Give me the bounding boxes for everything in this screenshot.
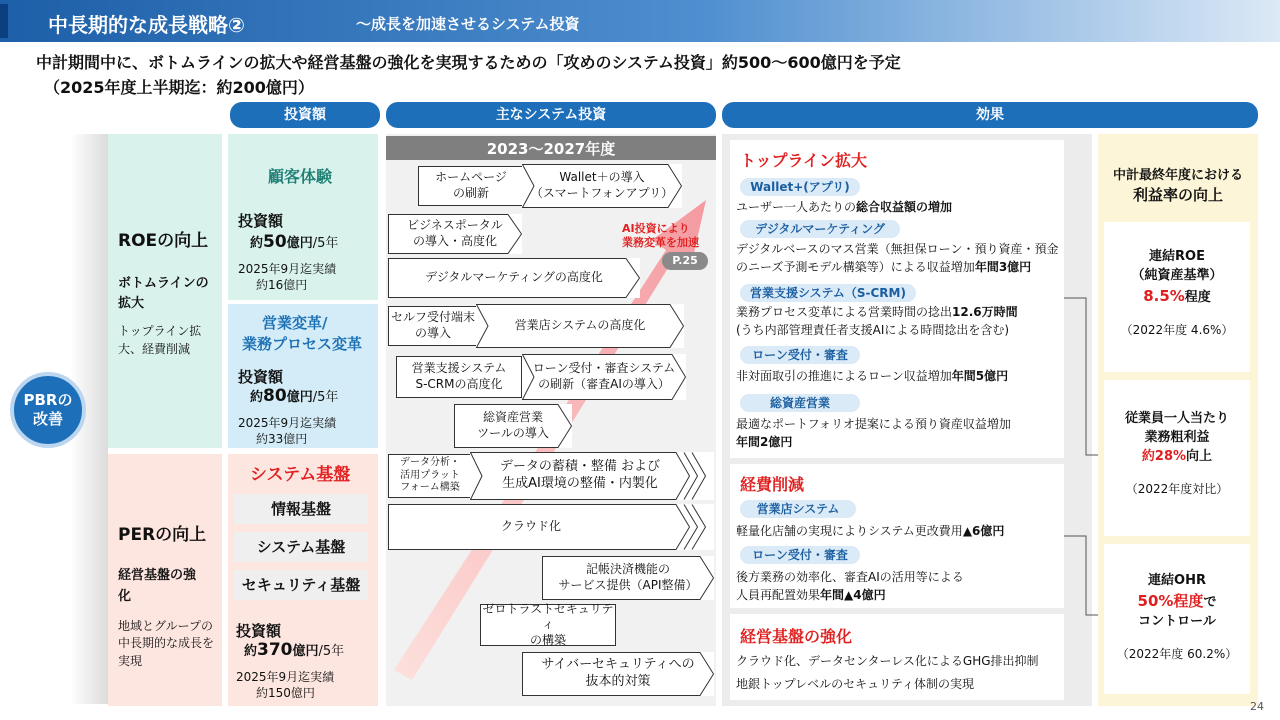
effect-digital-l2b: 年間3億円 bbox=[974, 260, 1032, 274]
sys-digital-l1: デジタルマーケティングの高度化 bbox=[425, 270, 603, 285]
effect-branch-l1a: 軽量化店舗の実現によりシステム更改費用 bbox=[736, 524, 963, 538]
sys-cloud-l1: クラウド化 bbox=[500, 519, 561, 534]
sys-dataplat-l2: 活用プラット bbox=[400, 469, 460, 481]
sys-selfterm-l1: セルフ受付端末 bbox=[390, 310, 475, 325]
header-accent bbox=[0, 4, 8, 38]
effect-wallet-l1a: ユーザー一人あたりの bbox=[736, 200, 857, 214]
metric-ohr-note: （2022年度 60.2%） bbox=[1116, 646, 1238, 661]
sys-payment-l1: 記帳決済機能の bbox=[585, 562, 670, 577]
inv2-per: /5年 bbox=[312, 390, 339, 405]
inv3-value: 370 bbox=[257, 640, 293, 660]
metric-ohr-l1: 連結OHR bbox=[1148, 573, 1206, 588]
ai-note-1: AI投資により bbox=[622, 222, 690, 235]
metric-roe-l2: （純資産基準） bbox=[1131, 267, 1223, 283]
sys-asset-l2: ツールの導入 bbox=[477, 426, 549, 440]
sys-bizportal-l2: の導入・高度化 bbox=[412, 234, 497, 248]
inv3-tag-security: セキュリティ基盤 bbox=[234, 570, 368, 600]
effect-scrm-l1a: 業務プロセス変革による営業時間の捻出 bbox=[736, 305, 953, 319]
effect-digital-l2a: のニーズ予測モデル構築等）による収益増加 bbox=[736, 260, 975, 274]
inv1-actual-2: 約16億円 bbox=[256, 278, 308, 292]
sys-dataplat-l3: フォーム構築 bbox=[400, 482, 460, 494]
metric-ohr-value: 50%程度 bbox=[1137, 591, 1204, 610]
metric-ohr-l3: コントロール bbox=[1138, 613, 1216, 629]
profit-title-1: 中計最終年度における bbox=[1112, 168, 1243, 183]
inv3-amount bbox=[244, 640, 344, 660]
sys-cyber-l2: 抜本的対策 bbox=[585, 674, 651, 689]
inv2-prefix: 約 bbox=[250, 390, 264, 405]
metric-gross-value-line bbox=[1104, 448, 1250, 467]
lead-line-1: 中計期間中に、ボトムラインの拡大や経営基盤の強化を実現するための「攻めのシステム投資」約500～600億円を予定 bbox=[36, 53, 901, 72]
metric-roe-value-line bbox=[1104, 286, 1250, 308]
metric-roe-value: 8.5% bbox=[1143, 286, 1185, 305]
inv3-label: 投資額 bbox=[236, 622, 282, 640]
sys-loan-l2: の刷新（審査AIの導入） bbox=[538, 377, 670, 391]
sys-genai bbox=[470, 452, 714, 500]
effect-label-digital: デジタルマーケティング bbox=[740, 220, 900, 238]
sys-bizportal-l1: ビジネスポータル bbox=[407, 218, 503, 233]
inv2-value: 80 bbox=[263, 386, 287, 406]
effect-label-scrm: 営業支援システム（S-CRM) bbox=[740, 284, 916, 302]
sys-cyber bbox=[522, 652, 714, 696]
effect-branch-line bbox=[736, 522, 1004, 539]
sys-payment bbox=[542, 556, 714, 600]
sys-asset-l1: 総資産営業 bbox=[482, 410, 543, 425]
period-label: 2023～2027年度 bbox=[486, 140, 616, 158]
column-header-effects: 効果 bbox=[722, 102, 1258, 128]
sys-dataplat bbox=[388, 454, 472, 498]
effect-loan2-l1: 後方業務の効率化、審査AIの活用等による bbox=[736, 570, 964, 584]
sys-branch bbox=[476, 304, 684, 348]
sys-loan bbox=[522, 354, 686, 400]
effect-wallet-l1b: 総合収益額の増加 bbox=[856, 200, 953, 214]
inv1-unit: 億円 bbox=[286, 236, 313, 251]
metric-roe-note: （2022年度 4.6%） bbox=[1120, 322, 1234, 337]
effect-digital-line2 bbox=[736, 258, 1031, 275]
inv2-title-2: 業務プロセス変革 bbox=[242, 335, 363, 353]
metric-gross-l2: 業務粗利益 bbox=[1144, 429, 1210, 445]
effect-scrm-l1b: 12.6万時間 bbox=[952, 305, 1018, 319]
effect-asset-l2: 年間2億円 bbox=[736, 435, 793, 449]
effect-label-branch: 営業店システム bbox=[740, 500, 856, 518]
sys-wallet-l1: Wallet＋の導入 bbox=[559, 170, 645, 185]
metric-roe-l1: 連結ROE bbox=[1149, 249, 1205, 264]
page-number: 24 bbox=[1250, 700, 1264, 713]
effect-label-asset: 総資産営業 bbox=[740, 394, 860, 412]
inv3-tag-system: システム基盤 bbox=[234, 532, 368, 562]
inv2-title-1: 営業変革/ bbox=[262, 314, 328, 332]
column-header-systems: 主なシステム投資 bbox=[386, 102, 716, 128]
inv2-amount bbox=[250, 386, 338, 406]
inv3-tag-info: 情報基盤 bbox=[234, 494, 368, 524]
per-sub: 経営基盤の強化 bbox=[118, 568, 197, 604]
effect-scrm-line1 bbox=[736, 303, 1018, 320]
inv2-unit: 億円 bbox=[286, 390, 313, 405]
inv3-title: システム基盤 bbox=[250, 465, 351, 485]
sys-asset bbox=[454, 404, 572, 448]
inv2-label: 投資額 bbox=[238, 368, 284, 386]
sys-selfterm bbox=[388, 306, 478, 346]
inv1-prefix: 約 bbox=[250, 236, 264, 251]
metric-ohr-value-line bbox=[1104, 591, 1250, 613]
effect-loan-l1b: 年間5億円 bbox=[951, 369, 1009, 383]
page-subtitle: ～成長を加速させるシステム投資 bbox=[356, 15, 580, 33]
topline-title: トップライン拡大 bbox=[740, 151, 868, 170]
sys-loan-l1: ローン受付・審査システム bbox=[532, 361, 676, 376]
sys-genai-l2: 生成AI環境の整備・内製化 bbox=[502, 476, 658, 491]
inv1-label: 投資額 bbox=[238, 212, 284, 230]
effect-loan2-line2 bbox=[736, 586, 886, 603]
inv2-actual-2: 約33億円 bbox=[256, 432, 308, 446]
sys-homepage-l1: ホームページ bbox=[435, 170, 507, 185]
effect-wallet-line bbox=[736, 198, 952, 215]
inv2-actual-1: 2025年9月迄実績 bbox=[238, 416, 337, 430]
effect-branch-l1b: ▲6億円 bbox=[962, 524, 1005, 538]
sys-cloud bbox=[388, 504, 714, 550]
sys-genai-l1: データの蓄積・整備 および bbox=[499, 459, 661, 475]
inv1-per: /5年 bbox=[312, 236, 339, 251]
effect-digital-l1: デジタルベースのマス営業（無担保ローン・預り資産・預金 bbox=[736, 242, 1059, 256]
effect-loan2-l2b: 年間▲4億円 bbox=[820, 588, 886, 602]
sys-branch-l1: 営業店システムの高度化 bbox=[514, 318, 646, 333]
sys-wallet bbox=[522, 164, 682, 208]
pbr-circle bbox=[10, 372, 86, 448]
sys-selfterm-l2: の導入 bbox=[414, 326, 451, 340]
sys-homepage bbox=[418, 166, 524, 206]
profit-title-2: 利益率の向上 bbox=[1132, 186, 1223, 204]
sys-scrm-l2: S-CRMの高度化 bbox=[415, 377, 503, 391]
base-title: 経営基盤の強化 bbox=[740, 627, 853, 646]
base-line-2: 地銀トップレベルのセキュリティ体制の実現 bbox=[736, 677, 974, 691]
sys-payment-l2: サービス提供（API整備） bbox=[558, 578, 698, 592]
roe-title: ROEの向上 bbox=[118, 231, 209, 251]
sys-bizportal bbox=[388, 214, 522, 254]
roe-sub: ボトムラインの拡大 bbox=[118, 276, 209, 311]
effect-label-wallet: Wallet+(アプリ) bbox=[740, 178, 860, 196]
metric-gross-l1: 従業員一人当たり bbox=[1124, 411, 1229, 426]
sys-cyber-l1: サイバーセキュリティへの bbox=[541, 657, 695, 673]
lead-line-2: （2025年度上半期迄：約200億円） bbox=[44, 78, 314, 97]
metric-roe-suffix: 程度 bbox=[1184, 289, 1211, 305]
pbr-line-1: PBRの bbox=[23, 391, 73, 410]
cost-title: 経費削減 bbox=[740, 475, 805, 494]
effect-label-loan: ローン受付・審査 bbox=[740, 346, 860, 364]
inv1-actual-1: 2025年9月迄実績 bbox=[238, 262, 337, 276]
sys-zerotrust bbox=[480, 601, 616, 647]
sys-scrm bbox=[396, 356, 522, 398]
effect-loan-line1 bbox=[736, 367, 1008, 384]
sys-dataplat-l1: データ分析・ bbox=[400, 457, 460, 469]
effect-label-loan2: ローン受付・審査 bbox=[740, 546, 860, 564]
inv3-actual-1: 2025年9月迄実績 bbox=[236, 670, 335, 684]
metric-gross-value: 約28% bbox=[1141, 448, 1187, 464]
sys-scrm-l1: 営業支援システム bbox=[411, 361, 507, 376]
effect-loan2-l2a: 人員再配置効果 bbox=[736, 588, 821, 602]
sys-wallet-l2: （スマートフォンアプリ） bbox=[530, 186, 674, 200]
inv1-value: 50 bbox=[263, 232, 287, 252]
inv3-unit: 億円 bbox=[292, 644, 319, 659]
inv3-actual-2: 約150億円 bbox=[256, 686, 315, 700]
sys-zerotrust-l1: ゼロトラストセキュリティ bbox=[482, 601, 614, 632]
roe-desc: トップライン拡大、経費削減 bbox=[118, 324, 202, 356]
pbr-line-2: 改善 bbox=[32, 410, 63, 428]
sys-zerotrust-l2: の構築 bbox=[529, 632, 566, 647]
base-line-1: クラウド化、データセンターレス化によるGHG排出抑制 bbox=[736, 654, 1039, 668]
metric-gross-suffix: 向上 bbox=[1186, 448, 1213, 464]
inv1-title: 顧客体験 bbox=[268, 167, 333, 186]
per-desc: 地域とグループの中長期的な成長を実現 bbox=[118, 619, 215, 668]
effect-scrm-l2: (うち内部管理責任者支援AIによる時間捻出を含む) bbox=[736, 323, 1010, 337]
sys-digital bbox=[388, 258, 640, 298]
metric-ohr-card bbox=[1104, 544, 1250, 694]
inv3-per: /5年 bbox=[318, 644, 345, 659]
effect-loan-l1a: 非対面取引の推進によるローン収益増加 bbox=[736, 369, 952, 383]
inv1-amount bbox=[250, 232, 338, 252]
page-ref-badge[interactable]: P.25 bbox=[662, 252, 708, 270]
page-title: 中長期的な成長戦略② bbox=[48, 13, 245, 37]
metric-gross-card bbox=[1104, 380, 1250, 536]
metric-gross-note: （2022年度対比） bbox=[1125, 481, 1229, 496]
inv3-prefix: 約 bbox=[244, 644, 258, 659]
sys-homepage-l2: の刷新 bbox=[452, 186, 489, 200]
column-header-investment: 投資額 bbox=[230, 102, 380, 128]
per-title: PERの向上 bbox=[118, 525, 207, 545]
metric-roe-card bbox=[1104, 222, 1250, 372]
ai-note-2: 業務変革を加速 bbox=[622, 236, 699, 249]
metric-ohr-suffix: で bbox=[1203, 594, 1217, 610]
effect-asset-l1: 最適なポートフォリオ提案による預り資産収益増加 bbox=[736, 417, 1011, 431]
